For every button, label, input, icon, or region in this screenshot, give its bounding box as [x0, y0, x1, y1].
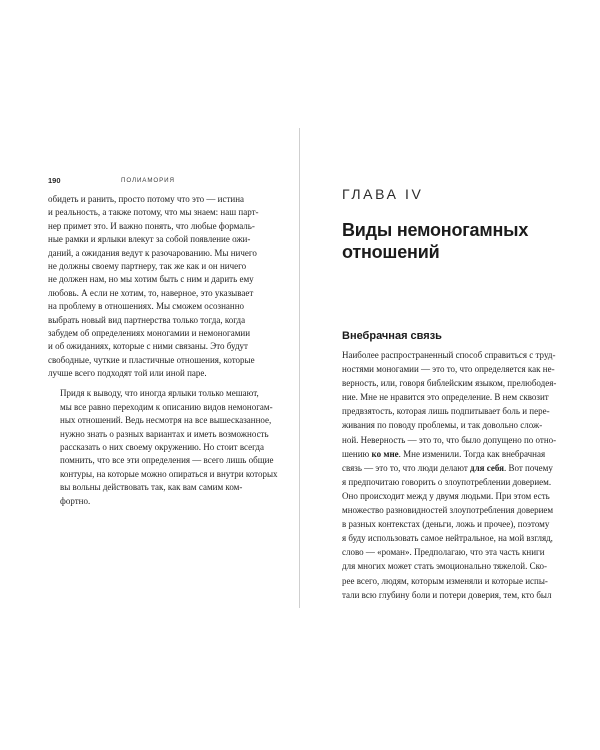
text-run: шению — [342, 448, 372, 459]
text-line: контуры, на которые можно опираться и внутри которых — [60, 468, 278, 479]
text-line: ной. Неверность — это то, что было допущено по отно- — [342, 434, 557, 445]
chapter-title — [342, 220, 572, 263]
chapter-label: ГЛАВА IV — [342, 186, 424, 202]
text-line: для многих может стать эмоционально тяжелой. Ско- — [342, 561, 548, 572]
bold-emphasis: ко мне — [371, 448, 399, 459]
text-line: живания по поводу проблемы, и так довольно слож- — [342, 420, 543, 431]
text-line: не должен нам, но мы хотим быть с ним и дарить ему — [48, 274, 254, 285]
text-line: ние. Мне не нравится это определение. В нем сквозит — [342, 392, 549, 403]
text-line: я предпочитаю говорить о злоупотреблении доверием. — [342, 476, 552, 487]
bold-emphasis: для себя — [470, 462, 504, 473]
text-line: вы вольны действовать так, как вам самим ком- — [60, 482, 243, 493]
text-line: лучше всего подходят той или иной паре. — [48, 368, 207, 379]
text-run: . Мне изменили. Тогда как внебрачная — [398, 448, 546, 459]
text-line: выбрать новый вид партнерства только тогда, когда — [48, 314, 246, 325]
text-line: слово — «роман». Предполагаю, что эта часть книги — [342, 547, 545, 558]
text-line: свободные, чуткие и пластичные отношения, которые — [48, 354, 255, 365]
text-line: на проблему в отношениях. Мы сможем осознанно — [48, 301, 245, 312]
paragraph-2 — [48, 387, 278, 508]
text-line: предвзятость, которая лишь подпитывает боль и пере- — [342, 406, 550, 417]
text-line: обидеть и ранить, просто потому что это — истина — [48, 194, 245, 204]
text-line: фортно. — [60, 495, 91, 506]
left-page-body — [48, 193, 278, 508]
text-line: забудем об определениях моногамии и немоногамии — [48, 327, 251, 338]
text-line: нужно знать о разных вариантах и иметь возможность — [60, 428, 269, 439]
page-gutter-divider — [299, 128, 300, 608]
text-line: мы все равно переходим к описанию видов немоногам- — [60, 401, 273, 412]
text-line: и реальность, а также потому, что мы знаем: наш парт- — [48, 207, 259, 218]
text-line: ные рамки и ярлыки влекут за собой появление ожи- — [48, 234, 251, 245]
text-run: связь — это то, что люди делают — [342, 462, 471, 473]
text-line: Придя к выводу, что иногда ярлыки только мешают, — [60, 388, 259, 399]
text-line: даний, а ожидания ведут к разочарованию. Мы ничего — [48, 247, 257, 258]
text-line: любовь. А если не хотим, то, наверное, это указывает — [48, 287, 254, 298]
text-line — [342, 447, 562, 461]
text-line: и об ожиданиях, которые с ними связаны. Это будут — [48, 341, 248, 352]
paragraph-1 — [48, 193, 266, 380]
chapter-title-line: Виды немоногамных — [342, 220, 529, 240]
running-title: ПОЛИАМОРИЯ — [121, 176, 175, 184]
text-run: . Вот почему — [503, 462, 553, 473]
text-line: нер примет это. И важно понять, что любые формаль- — [48, 220, 255, 231]
text-line: тали всю глубину боли и потери доверия, тем, кто был — [342, 589, 552, 600]
text-line: не должны своему партнеру, так же как и он ничего — [48, 260, 247, 271]
text-line: Наиболее распространенный способ справиться с труд- — [342, 350, 556, 360]
text-line: рее всего, людям, которым изменяли и которые испы- — [342, 575, 548, 586]
text-line: помнить, что все эти определения — всего лишь общие — [60, 455, 274, 466]
text-line: ных отношений. Ведь несмотря на все вышесказанное, — [60, 415, 272, 426]
section-heading: Внебрачная связь — [342, 330, 442, 342]
text-line: рассказать о них своему окружению. Но стоит всегда — [60, 442, 264, 453]
paragraph-gap — [48, 380, 266, 387]
text-line: я буду использовать самое нейтральное, на мой взгляд, — [342, 533, 553, 544]
text-line: Оно происходит межд у двумя людьми. При этом есть — [342, 490, 550, 501]
text-line: множество разновидностей злоупотребления доверием — [342, 505, 554, 516]
text-line: в разных контекстах (деньги, ложь и прочее), поэтому — [342, 519, 550, 530]
text-line: верность, или, говоря библейским языком, прелюбодея- — [342, 378, 557, 389]
text-line — [342, 461, 562, 475]
chapter-title-line: отношений — [342, 241, 440, 262]
page-number: 190 — [48, 176, 61, 185]
page-header — [48, 176, 288, 188]
right-page-body — [342, 348, 562, 602]
text-line: ностями моногамии — это то, что определяется как не- — [342, 364, 555, 375]
